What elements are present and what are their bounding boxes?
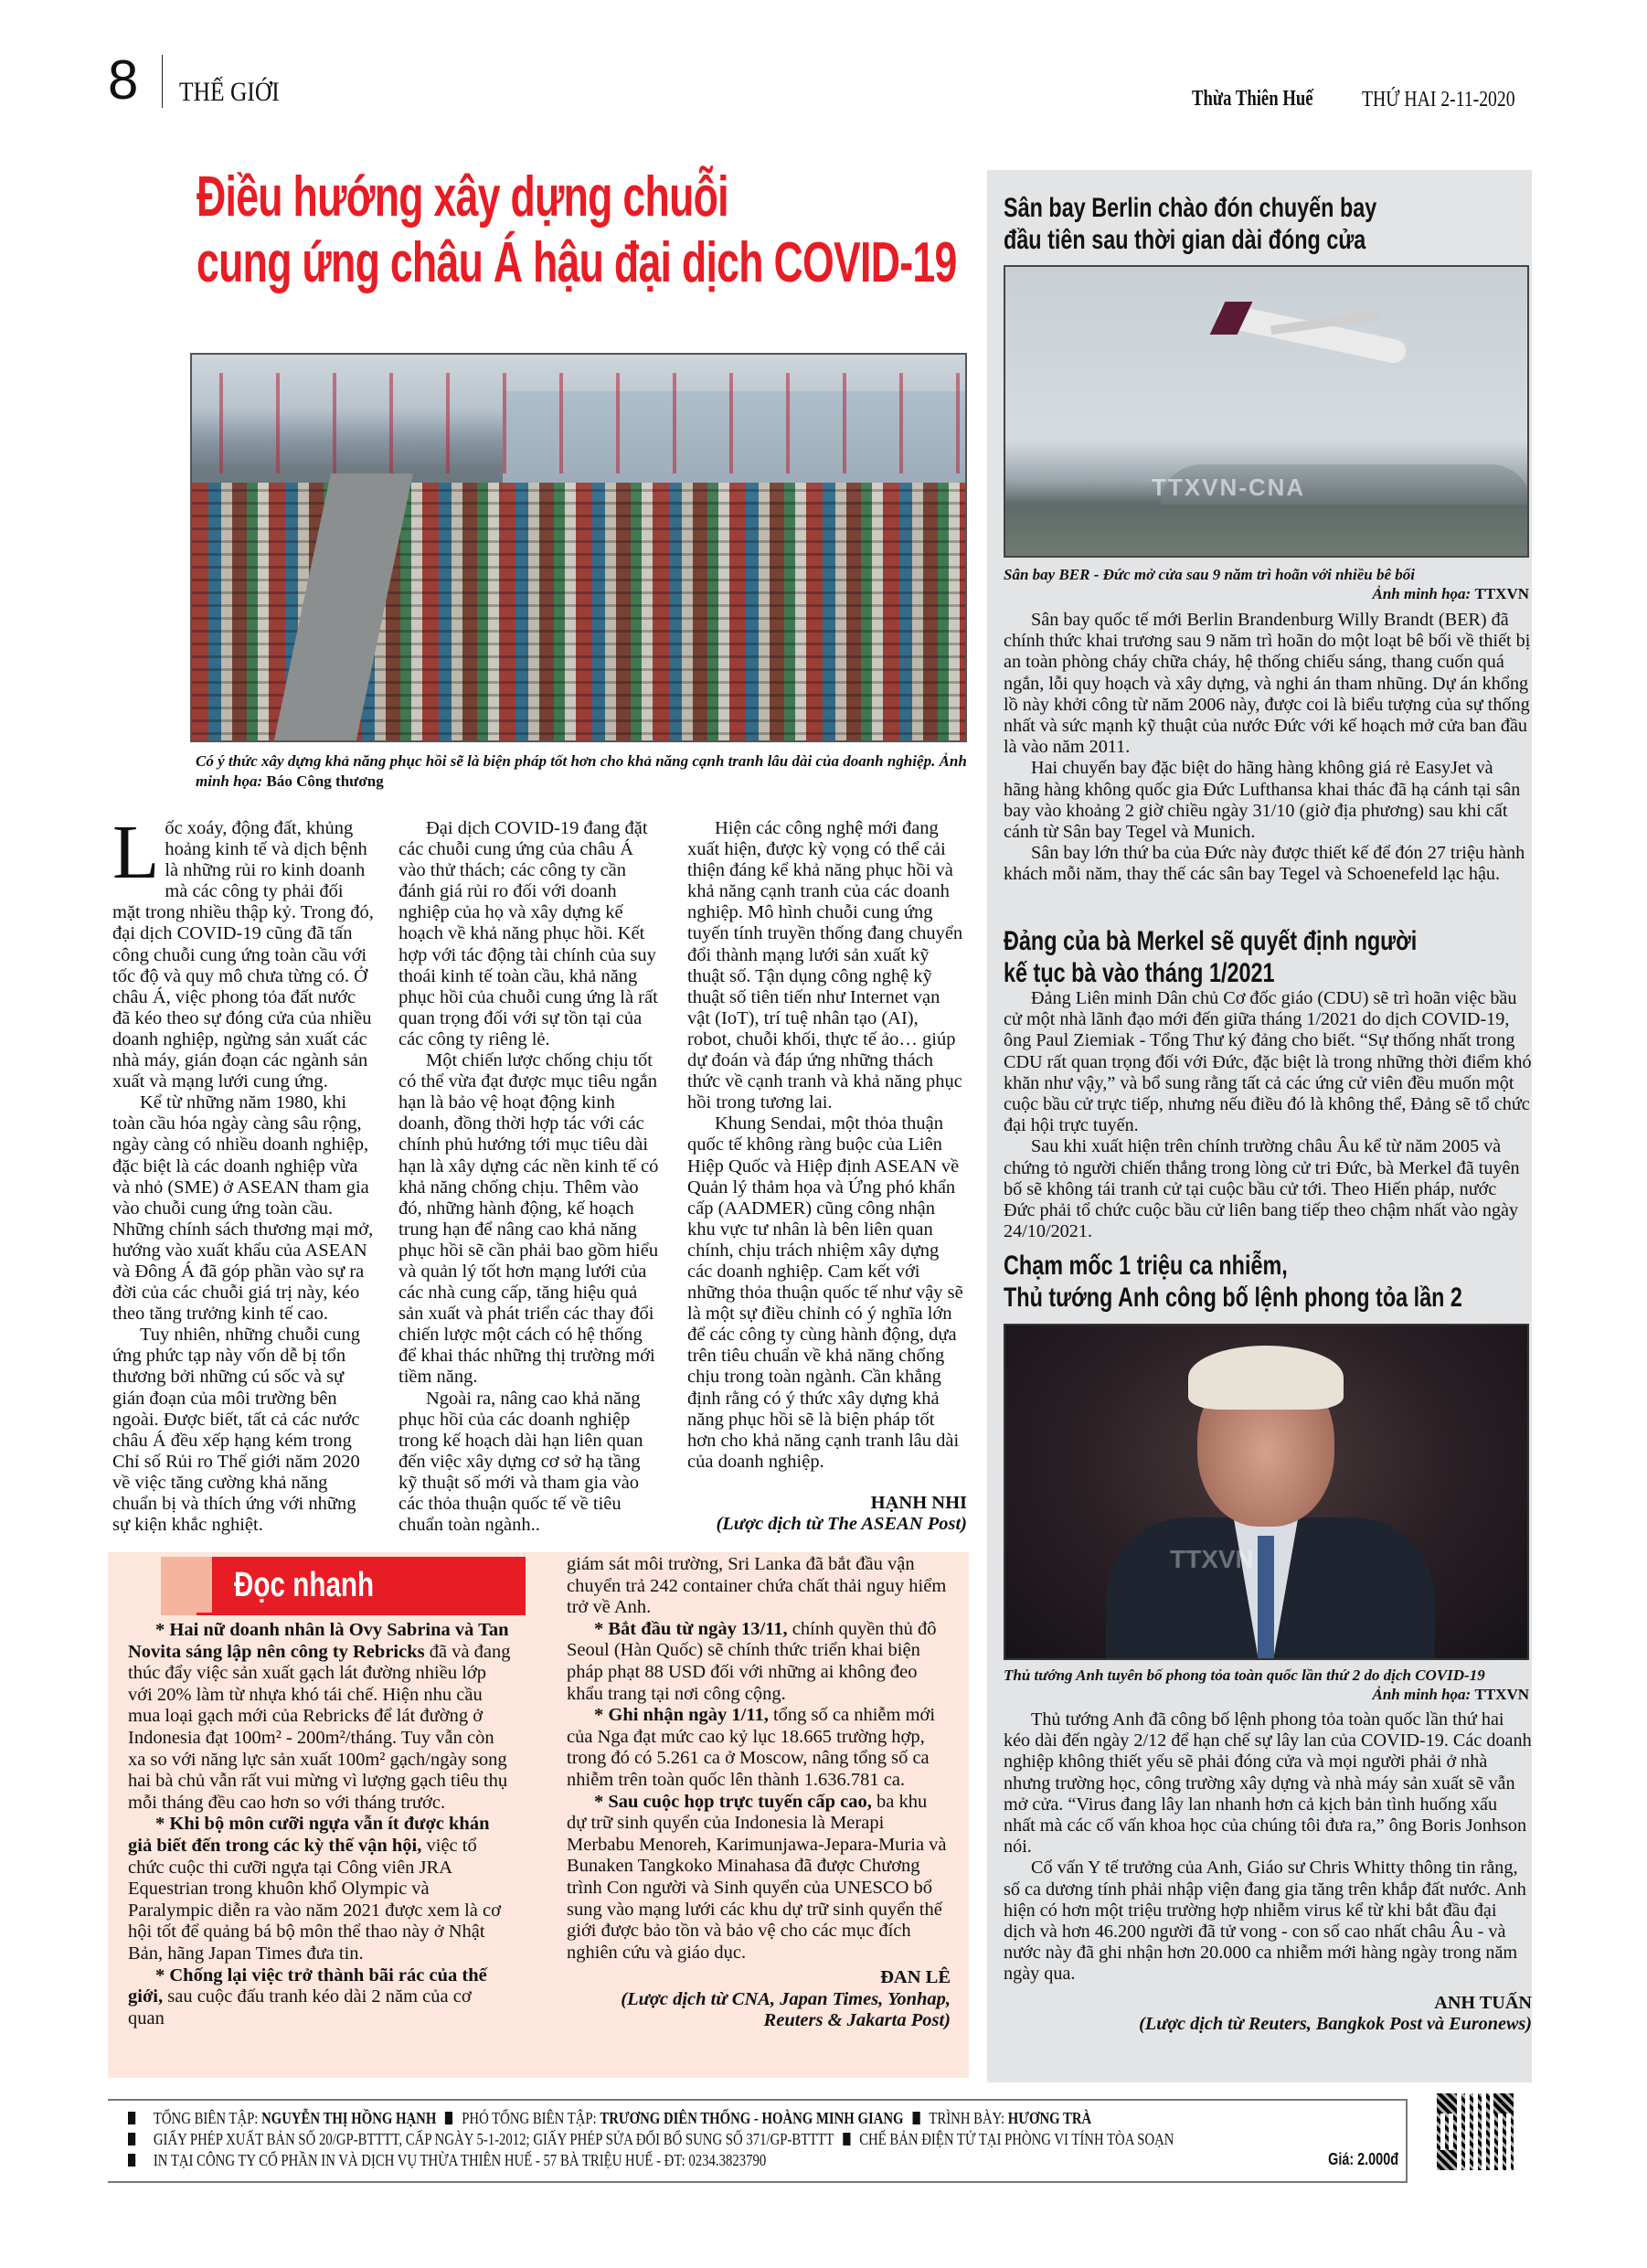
headline-line-2: đầu tiên sau thời gian dài đóng cửa (1004, 225, 1366, 255)
port-photo-caption (196, 751, 982, 792)
article-paragraph: Kể từ những năm 1980, khi toàn cầu hóa ngày càng sâu rộng, ngày càng có nhiều doanh nghiệp, đặc biệt là các doanh nghiệp vừa và nhỏ (SME) ở ASEAN tham gia vào chuỗi cung ứng toàn cầu. Những chính sách thương mại mở, hướng vào xuất khẩu của ASEAN và Đông Á đã góp phần vào sự ra đời của các chuỗi giá trị này, kéo theo tăng trưởng kinh tế cao. (112, 1092, 374, 1325)
article-paragraph: Thủ tướng Anh đã công bố lệnh phong tỏa toàn quốc lần thứ hai kéo dài đến ngày 2/12 để hạn chế sự lây lan của COVID-19. Các doanh nghiệp không thiết yếu sẽ phải đóng cửa và mọi người phải ở nhà nhưng trường học, công trường xây dựng và nhà máy sản xuất sẽ vẫn mở cửa. “Virus đang lây lan nhanh hơn cả kịch bản tình huống xấu nhất mà các cố vấn khoa học của chúng tôi đưa ra,” ông Boris Jonhson nói. (1004, 1709, 1532, 1858)
quick-read-column-2 (567, 1554, 951, 2032)
main-headline (197, 165, 986, 296)
article-paragraph: Đảng Liên minh Dân chủ Cơ đốc giáo (CDU) sẽ trì hoãn việc bầu cử một nhà lãnh đạo mới đến giữa tháng 1/2021 do dịch COVID-19, ông Paul Ziemiak - Tổng Thư ký đảng cho biết. “Sự thống nhất trong CDU rất quan trọng đối với Đức, đặc biệt là trong những thời điểm khó khăn như vậy,” và bổ sung rằng tất cả các ứng cử viên đều muốn một cuộc bầu cử trực tiếp, nhưng nếu điều đó là không thể, Đảng sẽ tổ chức đại hội trực tuyến. (1004, 988, 1532, 1136)
article-paragraph: Cố vấn Y tế trưởng của Anh, Giáo sư Chris Whitty thông tin rằng, số ca dương tính phải nhập viện đang gia tăng trên khắp đất nước. Anh hiện có hơn một triệu trường hợp nhiễm virus kể từ khi bắt đầu đại dịch và hơn 46.200 người đã tử vong - con số cao nhất châu Âu - và nước này đã ghi nhận hơn 20.000 ca nhiễm mới hàng ngày trong năm ngày qua. (1004, 1858, 1526, 1985)
quick-read-title: Đọc nhanh (234, 1566, 375, 1604)
merkel-party-body (1004, 988, 1532, 1242)
headline-line-1: Đảng của bà Merkel sẽ quyết định người (1004, 926, 1418, 956)
article-paragraph (112, 810, 374, 1092)
caption-text: Thủ tướng Anh tuyên bố phong tỏa toàn quốc lần thứ 2 do dịch COVID-19 (1004, 1666, 1485, 1684)
photo-hair (1188, 1346, 1344, 1410)
article-paragraph: Tuy nhiên, những chuỗi cung ứng phức tạp này vốn dễ bị tổn thương bởi những cú sốc và sự gián đoạn của môi trường bên ngoài. Được biết, tất cả các nước châu Á đều xếp hạng kém trong Chỉ số Rủi ro Thế giới năm 2020 về việc tăng cường khả năng chuẩn bị và thích ứng với những sự kiện khắc nghiệt. (112, 1325, 360, 1536)
paragraph-text: ốc xoáy, động đất, khủng hoảng kinh tế và dịch bệnh là những rủi ro kinh doanh mà các công ty phải đối mặt trong nhiều thập kỷ. Trong đó, đại dịch COVID-19 cũng đã tấn công chuỗi cung ứng toàn cầu với tốc độ và quy mô chưa từng có. Ở châu Á, việc phong tỏa đất nước đã kéo theo sự đóng cửa của nhiều doanh nghiệp, ngừng sản xuất các nhà máy, gián đoạn các ngành sản xuất và mạng lưới cung ứng. (112, 818, 374, 1092)
layout-name: HƯƠNG TRÀ (1007, 2109, 1092, 2127)
article-author: HẠNH NHI (870, 1492, 967, 1513)
quick-item-text: chính quyền thủ đô Seoul (Hàn Quốc) sẽ chính thức triển khai biện pháp phạt 88 USD đối với những ai không đeo khẩu trang tại nơi công cộng. (567, 1618, 937, 1704)
caption-credit (1004, 584, 1529, 603)
quick-item (567, 1619, 951, 1705)
berlin-airport-body (1004, 610, 1532, 886)
layout-label: TRÌNH BÀY: (929, 2109, 1005, 2127)
uk-article-source: (Lược dịch từ Reuters, Bangkok Post và Euronews) (1139, 2013, 1532, 2034)
credit-label: Ảnh minh họa: (1372, 1686, 1472, 1703)
headline-line-1: Chạm mốc 1 triệu ca nhiễm, (1004, 1251, 1288, 1281)
editor-label: TỔNG BIÊN TẬP: (153, 2109, 259, 2127)
caption-text: Có ý thức xây dựng khả năng phục hồi sẽ là biện pháp tốt hơn cho khả năng cạnh tranh lâu dài của doanh nghiệp. Ảnh minh họa: (196, 752, 967, 790)
square-bullet-icon (128, 2133, 135, 2146)
credit-source: TTXVN (1474, 1686, 1529, 1703)
article-column-1 (112, 810, 374, 1536)
article-paragraph: Sân bay quốc tế mới Berlin Brandenburg Willy Brandt (BER) đã chính thức khai trương sau 9 năm trì hoãn do một loạt bê bối về thiết bị an toàn phòng cháy chữa cháy, hệ thống chiếu sáng, thang cuốn quá ngắn, lỗi quy hoạch và xây dựng, và nghi án tham nhũng. Dự án khổng lồ này khởi công từ năm 2006 này, được coi là biểu tượng của sự thống nhất và sức mạnh kỹ thuật của nước Đức với kế hoạch mở cửa ban đầu là vào năm 2011. (1004, 610, 1531, 758)
photo-cranes (192, 373, 965, 474)
article-column-3 (687, 818, 967, 1535)
page-number: 8 (108, 49, 137, 111)
uk-lockdown-headline (1004, 1250, 1546, 1314)
quick-item-text: sau cuộc đấu tranh kéo dài 2 năm của cơ quan (128, 1986, 472, 2028)
quick-item-lead: * Bắt đầu từ ngày 13/11, (594, 1618, 788, 1639)
typesetting-text: CHẾ BẢN ĐIỆN TỬ TẠI PHÒNG VI TÍNH TÒA SOẠN (859, 2130, 1174, 2148)
headline-line-1: Sân bay Berlin chào đón chuyến bay (1004, 193, 1377, 223)
editor-name: NGUYỄN THỊ HỒNG HẠNH (261, 2109, 437, 2127)
photo-watermark: TTXVN (1170, 1545, 1254, 1573)
berlin-photo-caption (1004, 565, 1529, 603)
license-text: GIẤY PHÉP XUẤT BẢN SỐ 20/GP-BTTTT, CẤP NGÀY 5-1-2012; GIẤY PHÉP SỬA ĐỔI BỔ SUNG SỐ 371/GP-BTTTT (153, 2130, 834, 2148)
issue-date: THỨ HAI 2-11-2020 (1362, 88, 1515, 112)
article-paragraph: Hiện các công nghệ mới đang xuất hiện, được kỳ vọng có thể cải thiện đáng kể khả năng phục hồi và khả năng cạnh tranh của các doanh nghiệp. Mô hình chuỗi cung ứng tuyến tính truyền thống đang chuyển đổi thành mạng lưới sản xuất kỹ thuật số. Tận dụng công nghệ kỹ thuật số tiên tiến như Internet vạn vật (IoT), trí tuệ nhân tạo (AI), robot, chuỗi khối, thực tế ảo… giúp dự đoán và đáp ứng những thách thức về cạnh tranh và khả năng phục hồi trong tương lai. (687, 818, 963, 1113)
uk-photo-caption (1004, 1666, 1529, 1704)
printer-text: IN TẠI CÔNG TY CỔ PHẦN IN VÀ DỊCH VỤ THỪA THIÊN HUẾ - 57 BÀ TRIỆU HUẾ - ĐT: 0234.3823790 (153, 2151, 767, 2169)
quick-item (128, 1620, 512, 1814)
quick-item-lead: * Sau cuộc họp trực tuyến cấp cao, (594, 1791, 872, 1812)
caption-text: Sân bay BER - Đức mở cửa sau 9 năm trì hoãn với nhiều bê bối (1004, 566, 1415, 583)
quick-item (567, 1792, 951, 1965)
issue-price: Giá: 2.000đ (1328, 2150, 1398, 2168)
quick-item (128, 1814, 512, 1965)
uk-prime-minister-photo (1004, 1324, 1529, 1660)
newspaper-name: Thừa Thiên Huế (1192, 87, 1313, 111)
credit-source: TTXVN (1474, 585, 1529, 602)
port-container-photo (190, 353, 967, 742)
article-paragraph: Khung Sendai, một thỏa thuận quốc tế không ràng buộc của Liên Hiệp Quốc và Hiệp định ASEAN về Quản lý thảm họa và Ứng phó khẩn cấp (AADMER) cũng công nhận khu vực tư nhân là bên liên quan chính, chịu trách nhiệm xây dựng các doanh nghiệp. Cam kết với những thỏa thuận quốc tế như vậy sẽ là một sự điều chỉnh có ý nghĩa lớn để các công ty cùng hành động, dựa trên tiêu chuẩn về khả năng chống chịu trong toàn ngành. Cần khẳng định rằng có ý thức xây dựng khả năng phục hồi sẽ là biện pháp tốt hơn cho khả năng cạnh tranh lâu dài của doanh nghiệp. (687, 1113, 963, 1472)
headline-line-2: kế tục bà vào tháng 1/2021 (1004, 958, 1275, 988)
quick-item-lead: * Ghi nhận ngày 1/11, (594, 1705, 769, 1726)
uk-lockdown-body (1004, 1709, 1532, 2035)
quick-item-lead: * Khi bộ môn cưỡi ngựa vẫn ít được khán giả biết đến trong các kỳ thế vận hội, (128, 1814, 490, 1856)
headline-line-2: Thủ tướng Anh công bố lệnh phong tỏa lần 2 (1004, 1283, 1462, 1313)
headline-line-1: Điều hướng xây dựng chuỗi (197, 165, 728, 229)
article-paragraph: Hai chuyến bay đặc biệt do hãng hàng không giá rẻ EasyJet và hãng hàng không quốc gia Đức Lufthansa khai thác đã hạ cánh tại sân bay vào khoảng 2 giờ chiều ngày 31/10 (giờ địa phương) sau khi cất cánh từ Sân bay Tegel và Munich. (1004, 758, 1521, 843)
quick-item-text: ba khu dự trữ sinh quyển của Indonesia là Merapi Merbabu Menoreh, Karimunjawa-Jepara-Muria và Bunaken Tangkoko Minahasa đã được Chương trình Con người và Sinh quyển của UNESCO bổ sung vào mạng lưới các khu dự trữ sinh quyển thế giới được bảo tồn và bảo vệ cho các mục đích nghiên cứu và giáo dục. (567, 1791, 947, 1963)
square-bullet-icon (445, 2112, 452, 2124)
quick-item-text: tổng số ca nhiễm mới của Nga đạt mức cao kỷ lục 18.665 trường hợp, trong đó có 5.261 ca ở Moscow, nâng tổng số ca nhiễm trên toàn quốc lên thành 1.636.781 ca. (567, 1705, 936, 1790)
airplane-landing-photo (1004, 265, 1529, 558)
credit-label: Ảnh minh họa: (1372, 585, 1472, 602)
quick-read-header-rule (197, 1613, 526, 1615)
quick-read-column-1 (128, 1620, 512, 2029)
quick-item-text: đã và đang thúc đẩy việc sản xuất gạch lát đường nhiều lớp với 20% làm từ nhựa khó tái chế. Hiện nhu cầu mua loại gạch mới của Rebricks để lát đường ở Indonesia đạt 100m² - 200m²/tháng. Tuy vẫn còn xa so với năng lực sản xuất 100m² gạch/ngày song hai bà chủ vẫn rất vui mừng vì lượng gạch tiêu thụ mỗi tháng đều cao hơn so với tháng trước. (128, 1641, 511, 1813)
caption-credit: Báo Công thương (266, 772, 384, 790)
quick-read-header-accent (161, 1557, 212, 1615)
caption-credit (1004, 1685, 1529, 1704)
photo-tie (1258, 1536, 1274, 1660)
deputy-label: PHÓ TỔNG BIÊN TẬP: (462, 2109, 597, 2127)
uk-article-author: ANH TUẤN (1434, 1992, 1532, 2013)
quick-item-lead: * Hai nữ doanh nhân là Ovy Sabrina và Tan Novita sáng lập nên công ty Rebricks (128, 1620, 509, 1662)
header-divider (162, 55, 163, 108)
drop-cap: L (112, 810, 160, 895)
quick-item (128, 1965, 512, 2030)
quick-item-continued: giám sát môi trường, Sri Lanka đã bắt đầu vận chuyển trả 242 container chứa chất thải nguy hiểm trở về Anh. (567, 1554, 947, 1618)
quick-read-author: ĐAN LÊ (880, 1967, 951, 1988)
qr-code-pattern (1437, 2093, 1514, 2170)
article-paragraph: Sân bay lớn thứ ba của Đức này được thiết kế để đón 27 triệu hành khách mỗi năm, thay thế các sân bay Tegel và Schoenefeld lạc hậu. (1004, 843, 1525, 885)
quick-read-source: (Lược dịch từ CNA, Japan Times, Yonhap, Reuters & Jakarta Post) (621, 1988, 951, 2031)
quick-item-lead: * Chống lại việc trở thành bãi rác của thế giới, (128, 1965, 487, 2007)
berlin-airport-headline (1004, 192, 1546, 256)
article-paragraph: Một chiến lược chống chịu tốt có thể vừa đạt được mục tiêu ngắn hạn là bảo vệ hoạt động kinh doanh, đồng thời hợp tác với các chính phủ hướng tới mục tiêu dài hạn là xây dựng các nền kinh tế có khả năng chống chịu. Thêm vào đó, những hành động, kế hoạch trung hạn để nâng cao khả năng phục hồi sẽ cần phải bao gồm hiểu và quản lý tốt hơn mạng lưới của các nhà cung cấp, tăng hiệu quả sản xuất và phát triển các thay đổi chiến lược một cách có hệ thống để khai thác những thị trường mới tiềm năng. (398, 1050, 659, 1388)
article-paragraph: Đại dịch COVID-19 đang đặt các chuỗi cung ứng của châu Á vào thử thách; các công ty cần đánh giá rủi ro đối với doanh nghiệp của họ và xây dựng kế hoạch về khả năng phục hồi. Kết hợp với tác động tài chính của suy thoái kinh tế toàn cầu, khả năng phục hồi của chuỗi cung ứng là rất quan trọng đối với sự tồn tại của các công ty riêng lẻ. (398, 818, 658, 1049)
square-bullet-icon (843, 2133, 850, 2146)
article-paragraph: Sau khi xuất hiện trên chính trường châu Âu kể từ năm 2005 và chứng tỏ người chiến thắng trong lòng cử tri Đức, bà Merkel đã tuyên bố sẽ không tái tranh cử tại cuộc bầu cử tới. Theo Hiến pháp, nước Đức phải tổ chức cuộc bầu cử liên bang tiếp theo chậm nhất vào ngày 24/10/2021. (1004, 1136, 1520, 1242)
merkel-party-headline (1004, 925, 1546, 989)
square-bullet-icon (912, 2112, 919, 2124)
footer-printer-line (128, 2150, 766, 2170)
headline-line-2: cung ứng châu Á hậu đại dịch COVID-19 (197, 231, 957, 294)
deputy-names: TRƯƠNG DIÊN THỐNG - HOÀNG MINH GIANG (600, 2109, 904, 2127)
footer-license-line (128, 2129, 1174, 2149)
article-source: (Lược dịch từ The ASEAN Post) (716, 1514, 967, 1534)
quick-item (567, 1705, 951, 1791)
footer-editors-line (128, 2108, 1091, 2128)
square-bullet-icon (128, 2112, 135, 2124)
article-column-2 (398, 818, 664, 1536)
square-bullet-icon (128, 2154, 135, 2167)
article-paragraph: Ngoài ra, nâng cao khả năng phục hồi của các doanh nghiệp trong kế hoạch dài hạn liên quan đến việc xây dựng cơ sở hạ tầng kỹ thuật số mới và tham gia vào các thỏa thuận quốc tế về tiêu chuẩn toàn ngành.. (398, 1388, 643, 1536)
photo-watermark: TTXVN-CNA (1152, 474, 1306, 501)
section-title: THẾ GIỚI (179, 77, 280, 107)
quick-item-text: việc tổ chức cuộc thi cưỡi ngựa tại Công viên JRA Equestrian trong khuôn khổ Olympic và Paralympic diễn ra vào năm 2021 được xem là cơ hội tốt để quảng bá bộ môn thể thao này ở Nhật Bản, hãng Japan Times đưa tin. (128, 1835, 501, 1964)
